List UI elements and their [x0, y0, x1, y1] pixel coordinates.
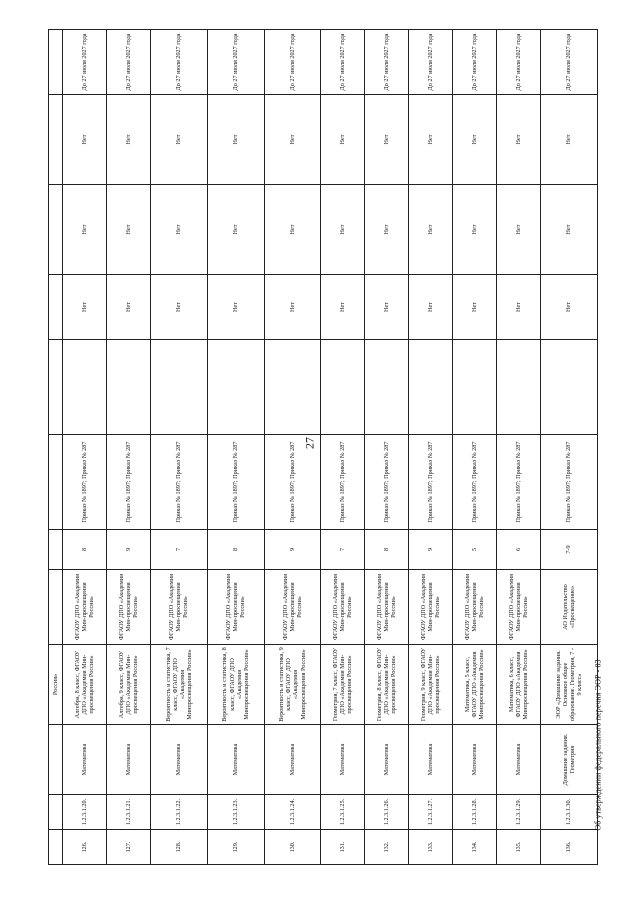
- row-field-4: Нет: [365, 95, 409, 185]
- row-code: 1.2.3.1.22.: [150, 795, 207, 830]
- table-row: [321, 30, 365, 865]
- cont-cell: [49, 435, 63, 530]
- row-organization: ФГАОУ ДПО «Академия Мин-просвещения России»: [409, 570, 453, 645]
- row-organization: ФГАОУ ДПО «Академия Мин-просвещения России»: [453, 570, 497, 645]
- row-grade: 8: [207, 530, 264, 570]
- row-field-4: Нет: [321, 95, 365, 185]
- table-row: [264, 30, 321, 865]
- row-field-3: Нет: [541, 185, 598, 275]
- row-term: До 27 июля 2027 года: [365, 30, 409, 95]
- row-code: 1.2.3.1.23.: [207, 795, 264, 830]
- row-term: До 27 июля 2027 года: [409, 30, 453, 95]
- row-documents: Приказ № 1897; Приказ № 287: [150, 435, 207, 530]
- row-number: 131.: [321, 830, 365, 865]
- row-field-3: Нет: [321, 185, 365, 275]
- row-number: 126.: [63, 830, 107, 865]
- row-organization: АО Издательство «Просвещение»: [541, 570, 598, 645]
- row-code: 1.2.3.1.26.: [365, 795, 409, 830]
- row-title: Вероятность и статистика, 9 класс, ФГАОУ ДПО «Академия Минпросвещения России»: [264, 645, 321, 725]
- row-term: До 27 июля 2027 года: [106, 30, 150, 95]
- row-subject: Математика: [63, 725, 107, 795]
- eor-table: [48, 29, 598, 865]
- row-grade: 7-9: [541, 530, 598, 570]
- row-title: Геометрия, 7 класс, ФГАОУ ДПО «Академия Мин-просвещения России»: [321, 645, 365, 725]
- row-field-3: Нет: [150, 185, 207, 275]
- row-documents: Приказ № 1897; Приказ № 287: [264, 435, 321, 530]
- row-number: 134.: [453, 830, 497, 865]
- row-subject: Математика: [264, 725, 321, 795]
- row-field-3: Нет: [453, 185, 497, 275]
- row-number: 130.: [264, 830, 321, 865]
- row-title: Математика, 5 класс, ФГАОУ ДПО «Академия Минпросвещения России»: [453, 645, 497, 725]
- row-field-4: Нет: [497, 95, 541, 185]
- row-field-4: Нет: [106, 95, 150, 185]
- row-subject: Математика: [321, 725, 365, 795]
- row-grade: 7: [150, 530, 207, 570]
- row-field-2: Нет: [207, 275, 264, 340]
- row-code: 1.2.3.1.20.: [63, 795, 107, 830]
- cont-cell: [49, 340, 63, 435]
- row-code: 1.2.3.1.27.: [409, 795, 453, 830]
- row-grade: 7: [321, 530, 365, 570]
- row-term: До 27 июля 2027 года: [497, 30, 541, 95]
- row-field-4: Нет: [409, 95, 453, 185]
- row-field-4: Нет: [453, 95, 497, 185]
- row-grade: 6: [497, 530, 541, 570]
- row-title: ЭОР «Домашние задания. Основное общее образование. Геометрия, 7 - 9 класс»: [541, 645, 598, 725]
- row-subject: Математика: [409, 725, 453, 795]
- row-subject: Математика: [497, 725, 541, 795]
- table-row: [365, 30, 409, 865]
- table-row: [207, 30, 264, 865]
- row-field-2: Нет: [106, 275, 150, 340]
- row-term: До 27 июля 2027 года: [541, 30, 598, 95]
- row-field-2: Нет: [365, 275, 409, 340]
- row-code: 1.2.3.1.24.: [264, 795, 321, 830]
- row-organization: ФГАОУ ДПО «Академия Мин-просвещения России»: [150, 570, 207, 645]
- cont-cell: [49, 185, 63, 275]
- row-field-1: [321, 340, 365, 435]
- row-field-1: [63, 340, 107, 435]
- row-field-3: Нет: [409, 185, 453, 275]
- table-row: [409, 30, 453, 865]
- row-title: Вероятность и статистика, 7 класс, ФГАОУ ДПО «Академия Минпросвещения России»: [150, 645, 207, 725]
- row-term: До 27 июля 2027 года: [453, 30, 497, 95]
- table-row: [453, 30, 497, 865]
- row-term: До 27 июля 2027 года: [207, 30, 264, 95]
- row-grade: 9: [106, 530, 150, 570]
- row-organization: ФГАОУ ДПО «Академия Мин-просвещения России»: [497, 570, 541, 645]
- row-documents: Приказ № 1897; Приказ № 287: [365, 435, 409, 530]
- cont-cell: [49, 530, 63, 570]
- row-title: Математика, 6 класс, ФГАОУ ДПО «Академия Минпросвещения России»: [497, 645, 541, 725]
- row-documents: Приказ № 1897; Приказ № 287: [106, 435, 150, 530]
- row-code: 1.2.3.1.30.: [541, 795, 598, 830]
- row-field-4: Нет: [264, 95, 321, 185]
- table-row: [63, 30, 107, 865]
- row-field-2: Нет: [321, 275, 365, 340]
- cont-cell: [49, 795, 63, 830]
- row-documents: Приказ № 1897; Приказ № 287: [453, 435, 497, 530]
- row-number: 135.: [497, 830, 541, 865]
- row-field-4: Нет: [207, 95, 264, 185]
- row-documents: Приказ № 1897; Приказ № 287: [541, 435, 598, 530]
- row-grade: 8: [365, 530, 409, 570]
- row-field-4: Нет: [541, 95, 598, 185]
- row-field-1: [264, 340, 321, 435]
- cont-cell: [49, 725, 63, 795]
- row-organization: ФГАОУ ДПО «Академия Мин-просвещения России»: [321, 570, 365, 645]
- row-field-2: Нет: [541, 275, 598, 340]
- row-code: 1.2.3.1.21.: [106, 795, 150, 830]
- row-field-1: [497, 340, 541, 435]
- row-title: Геометрия, 8 класс, ФГАОУ ДПО «Академия Мин-просвещения России»: [365, 645, 409, 725]
- row-field-2: Нет: [264, 275, 321, 340]
- row-term: До 27 июля 2027 года: [150, 30, 207, 95]
- table-row: [497, 30, 541, 865]
- row-field-1: [106, 340, 150, 435]
- row-number: 127.: [106, 830, 150, 865]
- row-grade: 9: [264, 530, 321, 570]
- row-field-2: Нет: [409, 275, 453, 340]
- row-code: 1.2.3.1.28.: [453, 795, 497, 830]
- row-number: 136.: [541, 830, 598, 865]
- row-field-2: Нет: [497, 275, 541, 340]
- row-documents: Приказ № 1897; Приказ № 287: [321, 435, 365, 530]
- rotated-table-container: [48, 30, 598, 865]
- row-field-4: Нет: [63, 95, 107, 185]
- row-field-1: [409, 340, 453, 435]
- row-organization: ФГАОУ ДПО «Академия Мин-просвещения России»: [106, 570, 150, 645]
- table-row: [150, 30, 207, 865]
- row-subject: Математика: [106, 725, 150, 795]
- row-organization: ФГАОУ ДПО «Академия Мин-просвещения России»: [365, 570, 409, 645]
- row-field-1: [365, 340, 409, 435]
- row-term: До 27 июля 2027 года: [264, 30, 321, 95]
- row-documents: Приказ № 1897; Приказ № 287: [207, 435, 264, 530]
- row-documents: Приказ № 1897; Приказ № 287: [63, 435, 107, 530]
- row-code: 1.2.3.1.29.: [497, 795, 541, 830]
- cont-cell: [49, 830, 63, 865]
- table-sheet: [48, 30, 598, 865]
- row-field-2: Нет: [63, 275, 107, 340]
- row-term: До 27 июля 2027 года: [321, 30, 365, 95]
- row-title: Вероятность и статистика, 8 класс, ФГАОУ ДПО «Академия Минпросвещения России»: [207, 645, 264, 725]
- row-documents: Приказ № 1897; Приказ № 287: [409, 435, 453, 530]
- cont-cell: [49, 275, 63, 340]
- row-code: 1.2.3.1.25.: [321, 795, 365, 830]
- row-grade: 8: [63, 530, 107, 570]
- row-field-3: Нет: [63, 185, 107, 275]
- row-term: До 27 июля 2027 года: [63, 30, 107, 95]
- row-field-3: Нет: [497, 185, 541, 275]
- row-subject: Математика: [207, 725, 264, 795]
- table-row: [106, 30, 150, 865]
- row-number: 129.: [207, 830, 264, 865]
- footer-note: Об утверждении федерального перечня ЭОР - 03: [593, 659, 603, 831]
- row-grade: 9: [409, 530, 453, 570]
- row-organization: ФГАОУ ДПО «Академия Мин-просвещения России»: [63, 570, 107, 645]
- row-subject: Домашние задания. Геометрия: [541, 725, 598, 795]
- row-title: Геометрия, 9 класс, ФГАОУ ДПО «Академия Мин-просвещения России»: [409, 645, 453, 725]
- row-field-3: Нет: [207, 185, 264, 275]
- row-field-3: Нет: [106, 185, 150, 275]
- row-organization: ФГАОУ ДПО «Академия Мин-просвещения России»: [207, 570, 264, 645]
- table-row: [541, 30, 598, 865]
- row-subject: Математика: [453, 725, 497, 795]
- row-field-1: [453, 340, 497, 435]
- row-number: 133.: [409, 830, 453, 865]
- row-field-3: Нет: [365, 185, 409, 275]
- row-field-2: Нет: [453, 275, 497, 340]
- row-organization: ФГАОУ ДПО «Академия Мин-просвещения России»: [264, 570, 321, 645]
- row-number: 128.: [150, 830, 207, 865]
- cont-cell: [49, 570, 63, 645]
- page-number: 27: [302, 437, 317, 449]
- continuation-row: [49, 30, 63, 865]
- row-number: 132.: [365, 830, 409, 865]
- cont-cell: [49, 95, 63, 185]
- row-documents: Приказ № 1897; Приказ № 287: [497, 435, 541, 530]
- row-field-1: [541, 340, 598, 435]
- row-field-1: [150, 340, 207, 435]
- row-title: Алгебра, 9 класс, ФГАОУ ДПО «Академия Мин-просвещения России»: [106, 645, 150, 725]
- row-field-2: Нет: [150, 275, 207, 340]
- row-field-3: Нет: [264, 185, 321, 275]
- row-subject: Математика: [365, 725, 409, 795]
- cont-cell-text: Россия»: [49, 645, 63, 725]
- row-field-1: [207, 340, 264, 435]
- row-grade: 5: [453, 530, 497, 570]
- cont-cell: [49, 30, 63, 95]
- row-field-4: Нет: [150, 95, 207, 185]
- row-subject: Математика: [150, 725, 207, 795]
- row-title: Алгебра, 8 класс, ФГАОУ ДПО «Академия Мин-просвещения России»: [63, 645, 107, 725]
